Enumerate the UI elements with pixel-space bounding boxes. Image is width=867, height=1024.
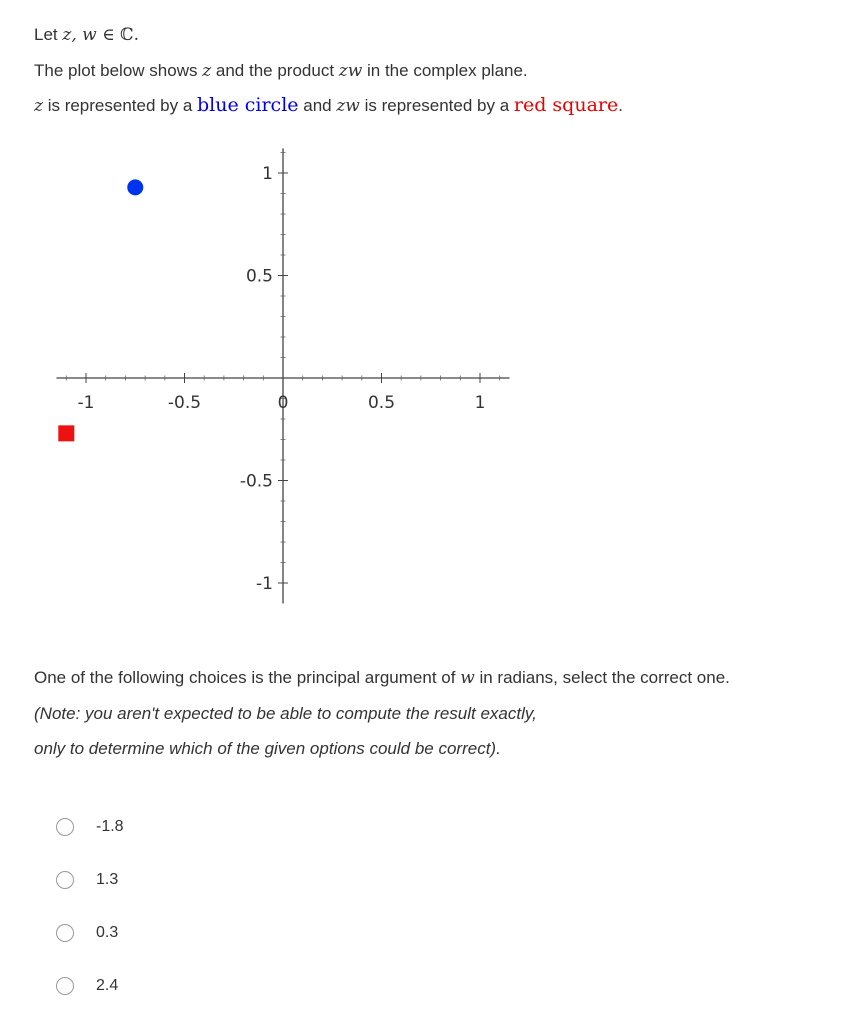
y-tick-label: -1 (256, 574, 273, 594)
option-label: 2.4 (96, 977, 119, 994)
question-line: One of the following choices is the principal argument of w in radians, select the correct one. (34, 668, 730, 688)
blue-circle-point-z (127, 179, 143, 195)
radio-button-icon[interactable] (56, 871, 74, 889)
radio-button-icon[interactable] (56, 977, 74, 995)
option-1[interactable] (56, 815, 124, 839)
y-tick-label: 1 (262, 164, 273, 184)
x-tick-label: 1 (474, 393, 486, 413)
x-tick-label: 0.5 (367, 393, 396, 413)
option-label: -1.8 (96, 818, 124, 835)
option-2[interactable] (56, 868, 118, 892)
option-4[interactable] (56, 974, 118, 998)
option-label: 0.3 (96, 924, 119, 941)
y-tick-label: 0.5 (245, 266, 273, 287)
red-square-point-zw (58, 425, 74, 441)
intro-line-2: The plot below shows z and the product zw in the complex plane. (34, 61, 528, 81)
intro-line-1: Let z, w ∈ ℂ. (34, 25, 140, 45)
y-tick-label: -0.5 (239, 471, 273, 492)
note-line-2: only to determine which of the given options could be correct). (34, 739, 501, 758)
option-label: 1.3 (96, 871, 119, 888)
x-tick-label: -1 (77, 393, 95, 413)
x-tick-label: -0.5 (167, 393, 202, 413)
note-line-1: (Note: you aren't expected to be able to compute the result exactly, (34, 704, 537, 723)
intro-line-3: z is represented by a blue circle and zw is represented by a red square. (34, 94, 623, 116)
x-tick-label: 0 (277, 393, 289, 413)
option-3[interactable] (56, 921, 118, 945)
radio-button-icon[interactable] (56, 924, 74, 942)
blue-circle-label: blue circle (197, 94, 299, 116)
radio-button-icon[interactable] (56, 818, 74, 836)
red-square-label: red square (513, 94, 619, 116)
